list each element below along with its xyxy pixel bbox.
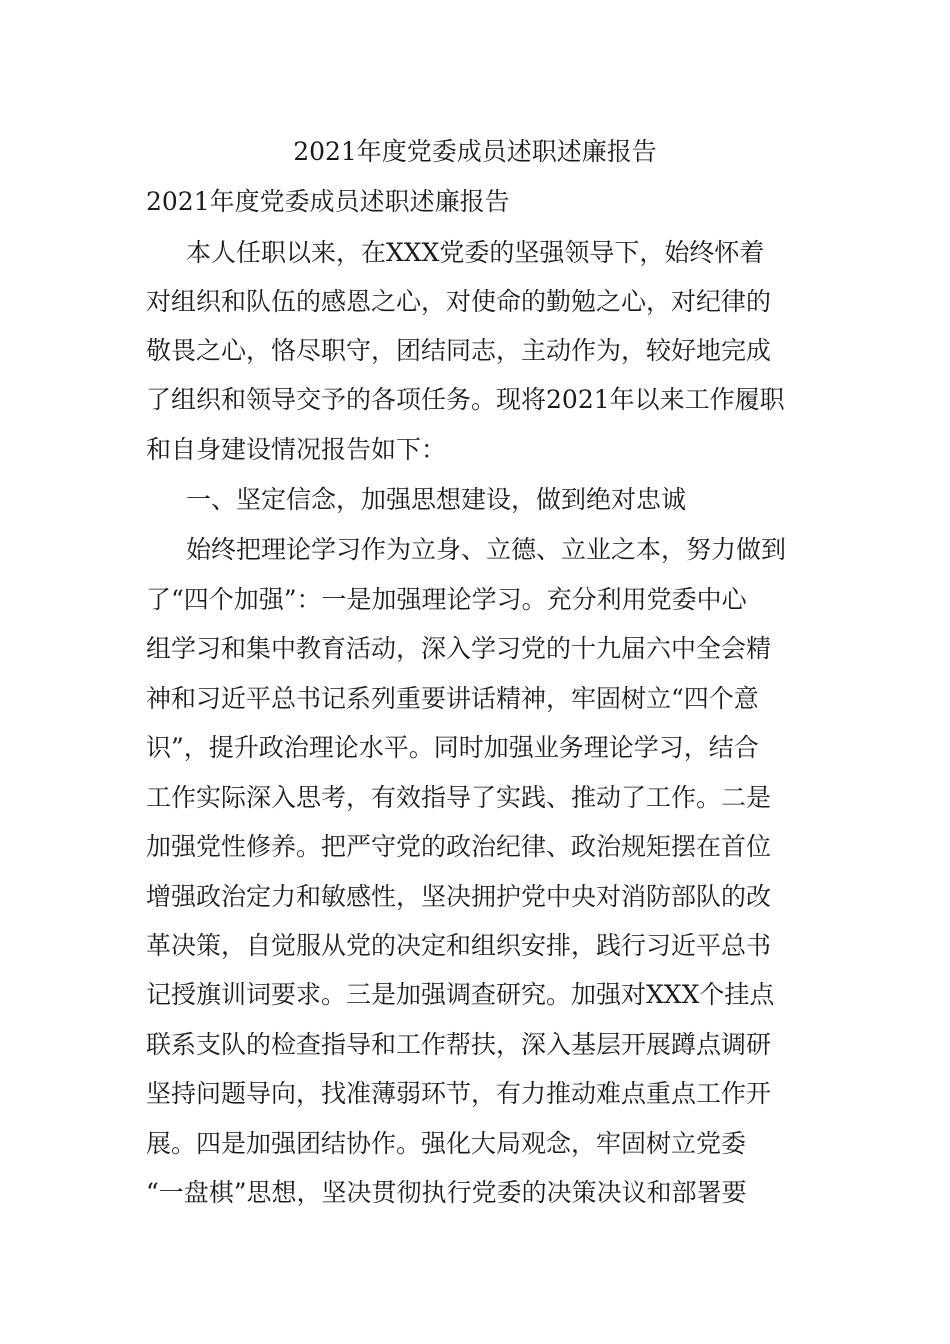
body-line: 神和习近平总书记系列重要讲话精神，牢固树立“四个意 [146,684,759,713]
subtitle-line: 2021年度党委成员述职述廉报告 [146,187,510,216]
body-line: 记授旗训词要求。三是加强调查研究。加强对XXX个挂点 [146,980,775,1009]
body-line: 敬畏之心，恪尽职守，团结同志，主动作为，较好地完成 [146,336,772,365]
body-line: 加强党性修养。把严守党的政治纪律、政治规矩摆在首位 [146,832,772,861]
body-line: 展。四是加强团结协作。强化大局观念，牢固树立党委 [146,1129,747,1158]
document-title: 2021年度党委成员述职述廉报告 [293,137,657,166]
body-line: “一盘棋”思想，坚决贯彻执行党委的决策决议和部署要 [146,1178,747,1207]
body-line: 增强政治定力和敏感性，坚决拥护党中央对消防部队的改 [146,882,772,911]
body-line: 和自身建设情况报告如下： [146,435,447,464]
body-line: 坚持问题导向，找准薄弱环节，有力推动难点重点工作开 [146,1079,772,1108]
body-line: 革决策，自觉服从党的决定和组织安排，践行习近平总书 [146,931,772,960]
body-line: 始终把理论学习作为立身、立德、立业之本，努力做到 [186,535,787,564]
body-line: 了组织和领导交予的各项任务。现将2021年以来工作履职 [146,385,785,414]
section-heading: 一、坚定信念，加强思想建设，做到绝对忠诚 [186,485,687,514]
body-line: 本人任职以来，在XXX党委的坚强领导下，始终怀着 [186,238,765,267]
body-line: 联系支队的检查指导和工作帮扶，深入基层开展蹲点调研 [146,1030,772,1059]
body-line: 工作实际深入思考，有效指导了实践、推动了工作。二是 [146,783,772,812]
body-line: 对组织和队伍的感恩之心，对使命的勤勉之心，对纪律的 [146,287,772,316]
body-line: 了“四个加强”：一是加强理论学习。充分利用党委中心 [146,585,747,614]
body-line: 识”，提升政治理论水平。同时加强业务理论学习，结合 [146,733,759,762]
body-line: 组学习和集中教育活动，深入学习党的十九届六中全会精 [146,634,772,663]
